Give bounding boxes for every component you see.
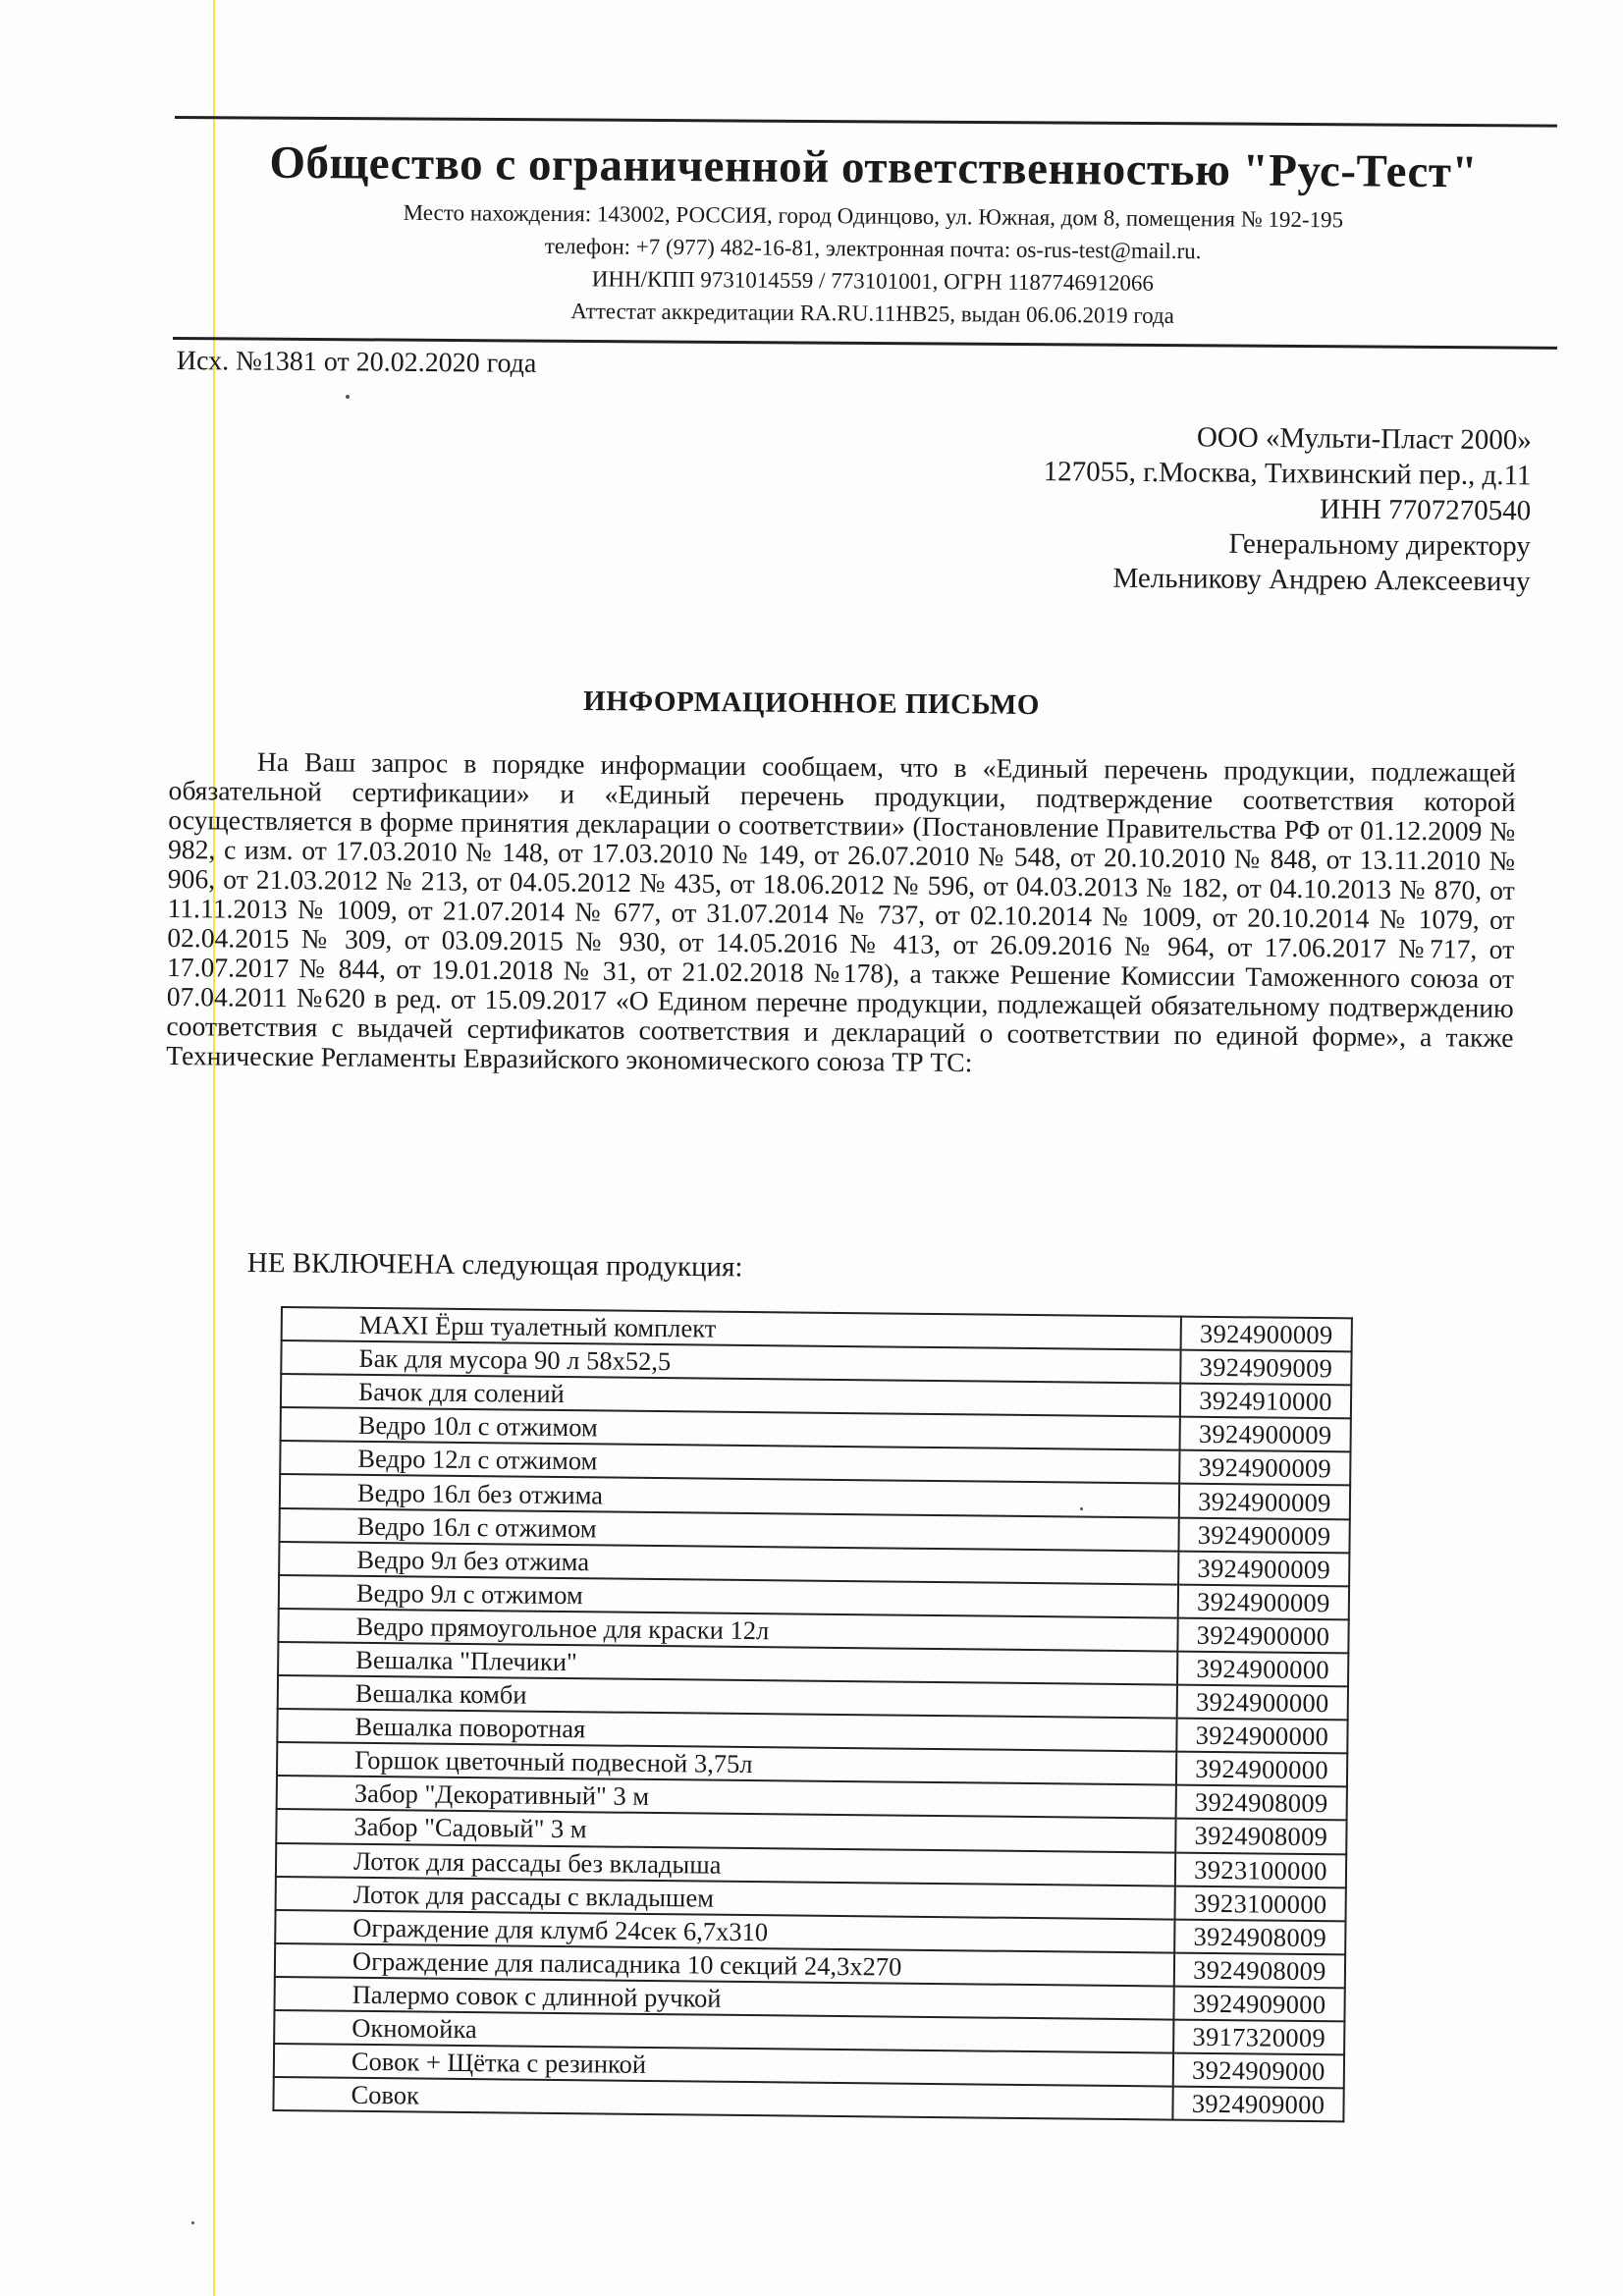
product-name: Вешалка комби bbox=[278, 1675, 1177, 1719]
product-name: Ведро 10л с отжимом bbox=[281, 1407, 1180, 1450]
recipient-name: Мельникову Андрею Алексеевичу bbox=[1112, 562, 1531, 598]
product-code: 3924909000 bbox=[1172, 2087, 1343, 2122]
product-code: 3924908009 bbox=[1176, 1785, 1347, 1821]
letterhead bbox=[175, 136, 1570, 335]
product-code: 3923100000 bbox=[1174, 1886, 1345, 1921]
product-code: 3917320009 bbox=[1173, 2020, 1344, 2055]
letter-body bbox=[166, 746, 1516, 1082]
product-name: Окномойка bbox=[274, 2010, 1173, 2053]
product-code: 3924900009 bbox=[1178, 1517, 1349, 1553]
recipient-block bbox=[921, 417, 1532, 599]
company-accreditation: Аттестат аккредитации RA.RU.11НВ25, выдан 06.06.2019 года bbox=[570, 299, 1175, 328]
scan-speck bbox=[1080, 1507, 1083, 1510]
highlighter-margin-line bbox=[213, 0, 215, 2296]
product-code: 3924910000 bbox=[1180, 1384, 1351, 1419]
product-code: 3924908009 bbox=[1175, 1819, 1346, 1854]
product-name: Ограждение для палисадника 10 секций 24,3х270 bbox=[275, 1943, 1174, 1987]
product-name: Вешалка "Плечики" bbox=[278, 1642, 1177, 1685]
product-code: 3924900009 bbox=[1179, 1417, 1350, 1452]
products-table bbox=[272, 1306, 1353, 2123]
product-code: 3924900000 bbox=[1177, 1685, 1348, 1721]
product-name: Совок bbox=[273, 2077, 1172, 2120]
product-name: Лоток для рассады с вкладышем bbox=[276, 1877, 1175, 1920]
recipient-position: Генеральному директору bbox=[1228, 527, 1532, 563]
product-code: 3924900000 bbox=[1177, 1617, 1348, 1653]
product-name: Забор "Садовый" 3 м bbox=[276, 1809, 1175, 1852]
product-code: 3923100000 bbox=[1175, 1852, 1346, 1887]
product-name: Бачок для солений bbox=[281, 1374, 1180, 1417]
product-code: 3924909000 bbox=[1173, 1986, 1344, 2021]
product-code: 3924900000 bbox=[1177, 1652, 1348, 1687]
product-name: MAXI Ёрш туалетный комплект bbox=[282, 1307, 1181, 1350]
product-name: Ограждение для клумб 24сек 6,7х310 bbox=[275, 1910, 1174, 1953]
product-code: 3924908009 bbox=[1174, 1952, 1345, 1988]
company-contacts: телефон: +7 (977) 482-16-81, электронная почта: os-rus-test@mail.ru. bbox=[544, 233, 1202, 264]
product-name: Ведро прямоугольное для краски 12л bbox=[278, 1609, 1177, 1652]
product-code: 3924908009 bbox=[1174, 1919, 1345, 1954]
product-name: Совок + Щётка с резинкой bbox=[274, 2044, 1173, 2087]
recipient-inn: ИНН 7707270540 bbox=[1319, 493, 1532, 527]
product-name: Ведро 9л с отжимом bbox=[279, 1575, 1178, 1618]
product-name: Бак для мусора 90 л 58х52,5 bbox=[281, 1340, 1180, 1384]
letter-paragraph: На Ваш запрос в порядке информации сообщаем, что в «Единый перечень продукции, подлежащей обязательной сертификации» и «Единый перечень продукции, подтверждение соответствия которой осуществляется в форме принятия декларации о соответствии» (Постановление Правительства РФ от 01.12.2009 № 982, с изм. от 17.03.2010 № 148, от 17.03.2010 № 149, от 26.07.2010 № 548, от 20.10.2010 № 848, от 13.11.2010 № 906, от 21.03.2012 № 213, от 04.05.2012 № 435, от 18.06.2012 № 596, от 04.03.2013 № 182, от 04.10.2013 № 870, от 11.11.2013 № 1009, от 21.07.2014 № 677, от 31.07.2014 № 737, от 02.10.2014 № 1009, от 20.10.2014 № 1079, от 02.04.2015 № 309, от 03.09.2015 № 930, от 14.05.2016 № 413, от 26.09.2016 № 964, от 17.06.2017 №717, от 17.07.2017 № 844, от 19.01.2018 № 31, от 21.02.2018 №178), а также Решение Комиссии Таможенного союза от 07.04.2011 №620 в ред. от 15.09.2017 «О Едином перечне продукции, подлежащей обязательному подтверждению соответствия с выдачей сертификатов соответствия и деклараций о соответствии по единой форме», а также Технические Регламенты Евразийского экономического союза ТР ТС: bbox=[166, 745, 1516, 1078]
product-code: 3924900000 bbox=[1176, 1752, 1347, 1787]
product-code: 3924900009 bbox=[1181, 1317, 1352, 1352]
product-name: Забор "Декоративный" 3 м bbox=[277, 1776, 1176, 1819]
product-name: Вешалка поворотная bbox=[277, 1709, 1176, 1752]
company-registration: ИНН/КПП 9731014559 / 773101001, ОГРН 1187746912066 bbox=[591, 266, 1155, 296]
product-code: 3924909009 bbox=[1180, 1350, 1351, 1386]
product-name: Ведро 16л с отжимом bbox=[279, 1508, 1178, 1552]
product-code: 3924909000 bbox=[1173, 2053, 1344, 2089]
recipient-address: 127055, г.Москва, Тихвинский пер., д.11 bbox=[1043, 456, 1532, 492]
product-name: Палермо совок с длинной ручкой bbox=[274, 1977, 1173, 2020]
product-name: Ведро 9л без отжима bbox=[279, 1542, 1178, 1585]
company-address: Место нахождения: 143002, РОССИЯ, город Одинцово, ул. Южная, дом 8, помещения № 192-195 bbox=[403, 199, 1344, 233]
company-name: Общество с ограниченной ответственностью "Рус-Тест" bbox=[269, 137, 1479, 198]
product-name: Ведро 16л без отжима bbox=[280, 1474, 1179, 1517]
scan-speck bbox=[346, 395, 350, 399]
not-included-label: НЕ ВКЛЮЧЕНА следующая продукция: bbox=[246, 1247, 743, 1284]
recipient-company: ООО «Мульти-Пласт 2000» bbox=[1196, 421, 1532, 457]
header-top-rule bbox=[175, 116, 1557, 128]
product-name: Лоток для рассады без вкладыша bbox=[276, 1842, 1175, 1886]
product-name: Ведро 12л с отжимом bbox=[280, 1441, 1179, 1484]
product-code: 3924900000 bbox=[1176, 1719, 1347, 1754]
product-code: 3924900009 bbox=[1178, 1584, 1349, 1619]
scan-speck bbox=[191, 2221, 194, 2224]
product-name: Горшок цветочный подвесной 3,75л bbox=[277, 1742, 1176, 1785]
outgoing-reference: Исх. №1381 от 20.02.2020 года bbox=[176, 346, 537, 379]
product-code: 3924900009 bbox=[1178, 1551, 1349, 1586]
product-code: 3924900009 bbox=[1179, 1450, 1350, 1486]
product-code: 3924900009 bbox=[1179, 1484, 1350, 1519]
letter-title: ИНФОРМАЦИОННОЕ ПИСЬМО bbox=[582, 684, 1041, 722]
